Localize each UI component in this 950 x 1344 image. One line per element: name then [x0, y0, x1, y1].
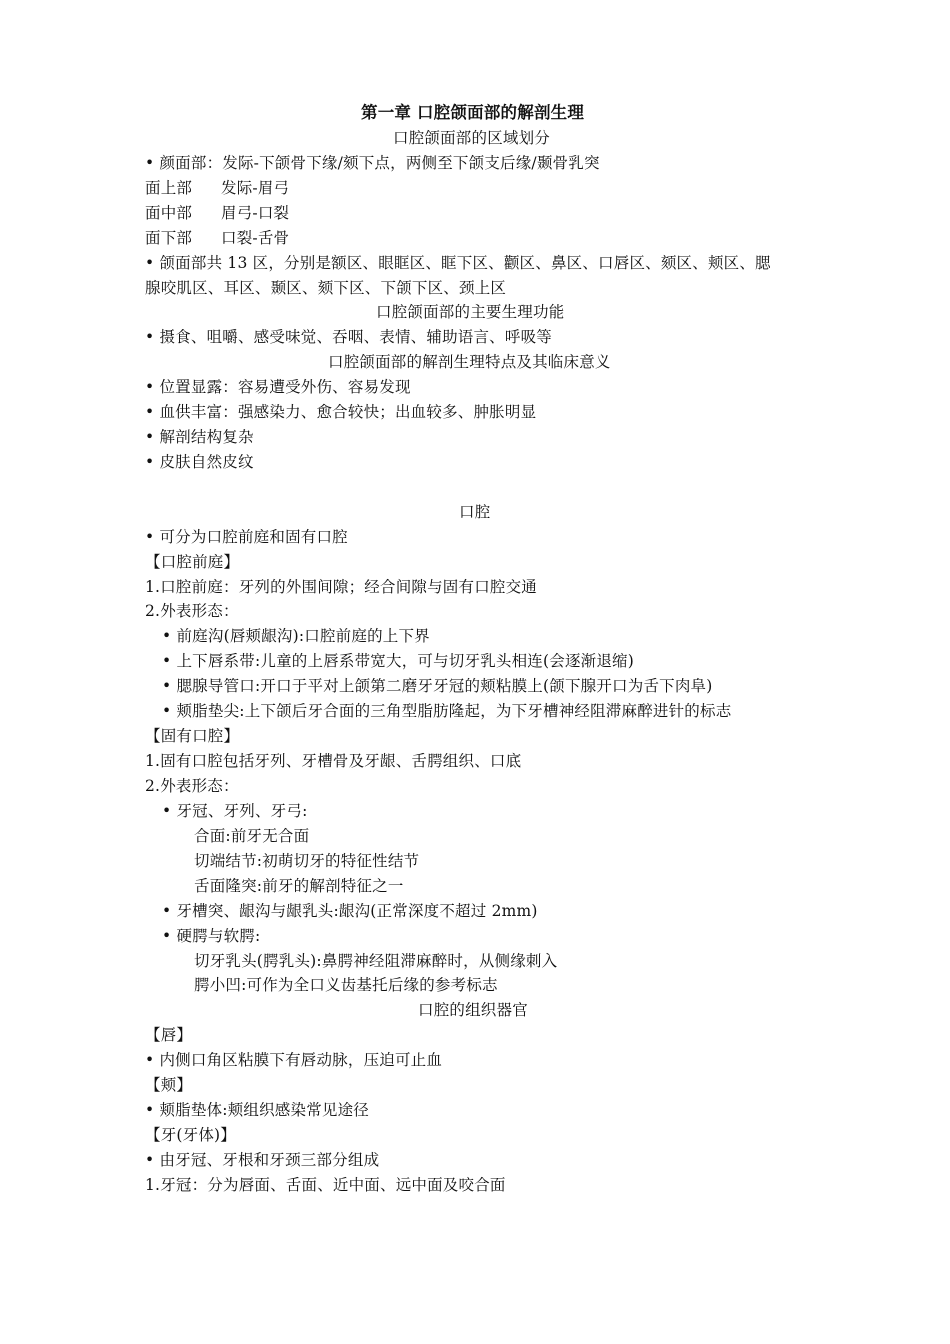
list-item: • 内侧口角区粘膜下有唇动脉，压迫可止血 — [145, 1051, 443, 1069]
face-upper-label: 面上部 — [145, 179, 193, 197]
list-item: • 牙冠、牙列、牙弓: — [162, 802, 308, 820]
text-line: 1.牙冠：分为唇面、舌面、近中面、远中面及咬合面 — [145, 1176, 506, 1194]
list-item: • 颊脂垫体:颊组织感染常见途径 — [145, 1101, 369, 1119]
text-line: • 颜面部：发际-下颌骨下缘/颏下点，两侧至下颌支后缘/颞骨乳突 — [145, 154, 600, 172]
list-item: • 位置显露：容易遭受外伤、容易发现 — [145, 378, 411, 396]
list-item: • 颊脂垫尖:上下颌后牙合面的三角型脂肪隆起，为下牙槽神经阻滞麻醉进针的标志 — [162, 702, 732, 720]
text-line: 2.外表形态： — [145, 777, 239, 795]
chapter-title: 第一章 口腔颌面部的解剖生理 — [361, 103, 585, 122]
list-item: • 前庭沟(唇颊龈沟):口腔前庭的上下界 — [162, 627, 430, 645]
text-line: 1.口腔前庭：牙列的外围间隙；经合间隙与固有口腔交通 — [145, 578, 537, 596]
text-line: • 颌面部共 13 区，分别是额区、眼眶区、眶下区、颧区、鼻区、口唇区、颏区、颊区、腮 — [145, 254, 771, 272]
section-heading: 口腔颌面部的主要生理功能 — [376, 303, 565, 321]
list-item: • 牙槽突、龈沟与龈乳头:龈沟(正常深度不超过 2mm) — [162, 902, 538, 920]
list-item: • 上下唇系带:儿童的上唇系带宽大，可与切牙乳头相连(会逐渐退缩) — [162, 652, 634, 670]
face-lower-label: 面下部 — [145, 229, 193, 247]
face-middle-value: 眉弓-口裂 — [221, 204, 290, 222]
face-middle-label: 面中部 — [145, 204, 193, 222]
list-item: • 血供丰富：强感染力、愈合较快；出血较多、肿胀明显 — [145, 403, 537, 421]
list-item: • 解剖结构复杂 — [145, 428, 254, 446]
section-heading: 口腔颌面部的解剖生理特点及其临床意义 — [328, 353, 611, 371]
text-line: 1.固有口腔包括牙列、牙槽骨及牙龈、舌腭组织、口底 — [145, 752, 522, 770]
subsection-label: 【口腔前庭】 — [145, 553, 240, 571]
sub-list-item: 舌面隆突:前牙的解剖特征之一 — [194, 877, 404, 895]
section-heading: 口腔的组织器官 — [418, 1001, 528, 1019]
subsection-label: 【固有口腔】 — [145, 727, 240, 745]
sub-list-item: 切牙乳头(腭乳头):鼻腭神经阻滞麻醉时，从侧缘刺入 — [194, 952, 558, 970]
text-line: • 摄食、咀嚼、感受味觉、吞咽、表情、辅助语言、呼吸等 — [145, 328, 552, 346]
sub-list-item: 合面:前牙无合面 — [194, 827, 310, 845]
list-item: • 皮肤自然皮纹 — [145, 453, 254, 471]
text-line: 2.外表形态： — [145, 602, 239, 620]
list-item: • 硬腭与软腭: — [162, 927, 261, 945]
subsection-label: 【牙(牙体)】 — [145, 1126, 236, 1144]
sub-list-item: 腭小凹:可作为全口义齿基托后缘的参考标志 — [194, 976, 498, 994]
face-upper-value: 发际-眉弓 — [221, 179, 290, 197]
face-lower-value: 口裂-舌骨 — [221, 229, 290, 247]
list-item: • 腮腺导管口:开口于平对上颌第二磨牙牙冠的颊粘膜上(颌下腺开口为舌下肉阜) — [162, 677, 713, 695]
section-heading: 口腔 — [459, 503, 491, 521]
sub-list-item: 切端结节:初萌切牙的特征性结节 — [194, 852, 420, 870]
list-item: • 可分为口腔前庭和固有口腔 — [145, 528, 348, 546]
subsection-label: 【颊】 — [145, 1076, 193, 1094]
subsection-label: 【唇】 — [145, 1026, 193, 1044]
list-item: • 由牙冠、牙根和牙颈三部分组成 — [145, 1151, 380, 1169]
text-line: 腺咬肌区、耳区、颞区、颏下区、下颌下区、颈上区 — [145, 279, 507, 297]
section-heading: 口腔颌面部的区域划分 — [393, 129, 551, 147]
